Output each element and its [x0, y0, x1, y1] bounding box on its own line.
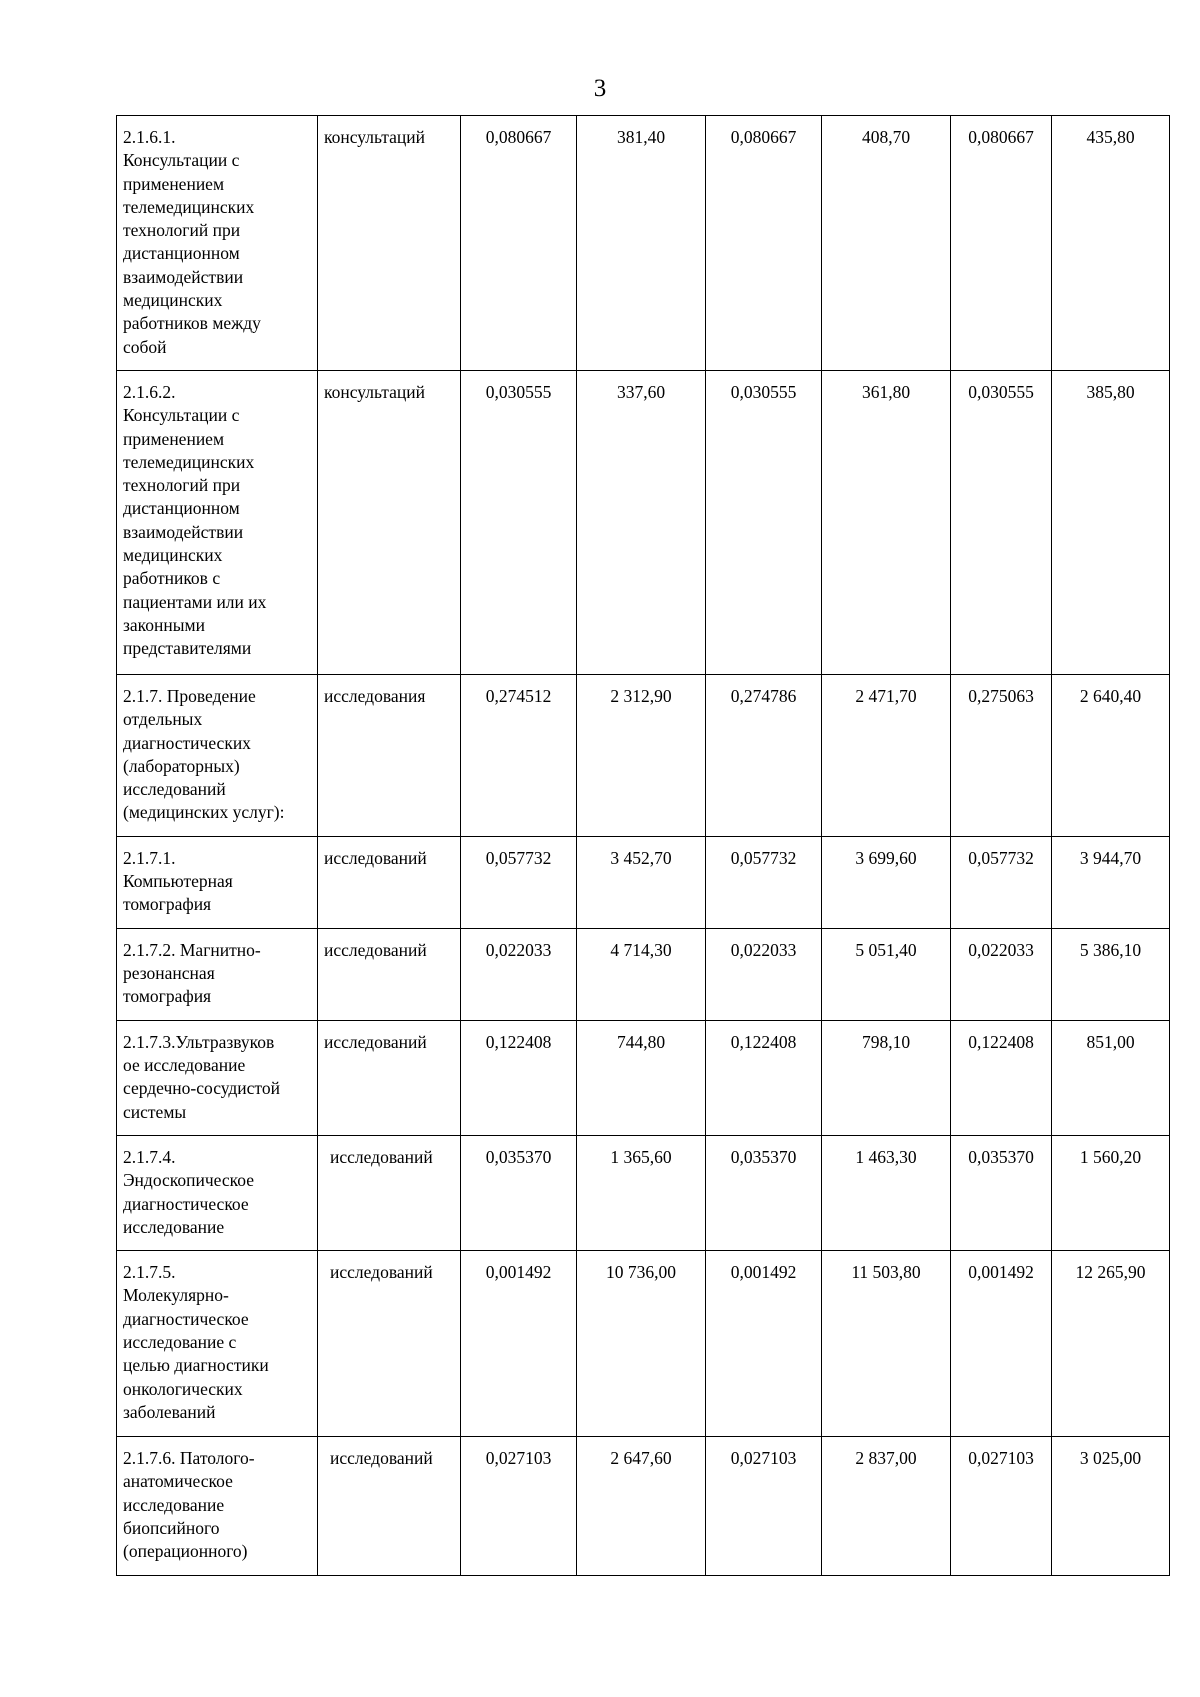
table-row — [117, 1437, 1170, 1575]
name-line: телемедицинских — [123, 451, 255, 472]
cell-cost-value: 2 647,60 — [577, 1437, 706, 1575]
name-line: исследований — [123, 779, 226, 800]
cell-unit: исследований — [318, 1437, 461, 1575]
name-line: законными — [123, 614, 205, 635]
cell-norm-value: 0,030555 — [951, 370, 1052, 674]
cell-cost-value: 3 025,00 — [1052, 1437, 1170, 1575]
name-line: Консультации с — [123, 150, 240, 171]
name-line: 2.1.7.4. — [123, 1146, 176, 1167]
cell-name — [117, 836, 318, 928]
cell-cost-value: 798,10 — [822, 1020, 951, 1135]
name-line: дистанционном — [123, 498, 240, 519]
name-line: работников с — [123, 568, 221, 589]
table-row — [117, 116, 1170, 371]
cell-cost-value: 1 365,60 — [577, 1135, 706, 1250]
name-line: медицинских — [123, 545, 223, 566]
cell-name — [117, 1020, 318, 1135]
cell-cost-value: 385,80 — [1052, 370, 1170, 674]
cell-norm-value: 0,080667 — [706, 116, 822, 371]
cell-cost-value: 381,40 — [577, 116, 706, 371]
name-line: томография — [123, 986, 212, 1007]
name-line: Консультации с — [123, 405, 240, 426]
name-line: (операционного) — [123, 1541, 248, 1562]
name-line: 2.1.7.6. Патолого- — [123, 1448, 255, 1469]
cell-cost-value: 12 265,90 — [1052, 1251, 1170, 1437]
cell-norm-value: 0,027103 — [706, 1437, 822, 1575]
cell-norm-value: 0,274512 — [461, 674, 577, 836]
name-line: 2.1.7.3.Ультразвуков — [123, 1031, 275, 1052]
cell-cost-value: 337,60 — [577, 370, 706, 674]
name-line: работников между — [123, 313, 261, 334]
cell-norm-value: 0,022033 — [951, 928, 1052, 1020]
name-line: телемедицинских — [123, 196, 255, 217]
cell-cost-value: 1 463,30 — [822, 1135, 951, 1250]
cell-cost-value: 5 051,40 — [822, 928, 951, 1020]
table-row — [117, 674, 1170, 836]
cell-norm-value: 0,030555 — [706, 370, 822, 674]
cell-cost-value: 2 312,90 — [577, 674, 706, 836]
name-line: применением — [123, 173, 225, 194]
cell-norm-value: 0,080667 — [461, 116, 577, 371]
cell-norm-value: 0,001492 — [461, 1251, 577, 1437]
tariff-table — [116, 115, 1170, 1576]
name-line: Эндоскопическое — [123, 1170, 254, 1191]
cell-norm-value: 0,001492 — [951, 1251, 1052, 1437]
name-line: биопсийного — [123, 1518, 220, 1539]
name-line: Молекулярно- — [123, 1285, 229, 1306]
name-line: дистанционном — [123, 243, 240, 264]
cell-cost-value: 11 503,80 — [822, 1251, 951, 1437]
cell-name — [117, 1251, 318, 1437]
cell-unit: исследований — [318, 1251, 461, 1437]
name-line: томография — [123, 894, 212, 915]
name-line: исследование — [123, 1216, 225, 1237]
cell-unit: исследований — [318, 1135, 461, 1250]
cell-norm-value: 0,030555 — [461, 370, 577, 674]
name-line: технологий при — [123, 475, 241, 496]
cell-norm-value: 0,035370 — [706, 1135, 822, 1250]
cell-unit: консультаций — [318, 370, 461, 674]
cell-cost-value: 2 837,00 — [822, 1437, 951, 1575]
cell-norm-value: 0,035370 — [951, 1135, 1052, 1250]
cell-cost-value: 10 736,00 — [577, 1251, 706, 1437]
name-line: 2.1.7.2. Магнитно- — [123, 939, 261, 960]
name-line: 2.1.7.5. — [123, 1262, 176, 1283]
cell-name — [117, 370, 318, 674]
name-line: технологий при — [123, 220, 241, 241]
cell-norm-value: 0,022033 — [706, 928, 822, 1020]
name-line: онкологических — [123, 1378, 243, 1399]
cell-norm-value: 0,122408 — [461, 1020, 577, 1135]
cell-norm-value: 0,001492 — [706, 1251, 822, 1437]
cell-unit: консультаций — [318, 116, 461, 371]
cell-norm-value: 0,035370 — [461, 1135, 577, 1250]
name-line: целью диагностики — [123, 1355, 269, 1376]
name-line: применением — [123, 428, 225, 449]
cell-norm-value: 0,122408 — [706, 1020, 822, 1135]
page-number: 3 — [593, 75, 607, 102]
cell-name — [117, 674, 318, 836]
cell-name — [117, 1135, 318, 1250]
name-line: медицинских — [123, 290, 223, 311]
cell-unit: исследований — [318, 836, 461, 928]
name-line: резонансная — [123, 963, 215, 984]
cell-cost-value: 3 944,70 — [1052, 836, 1170, 928]
cell-norm-value: 0,027103 — [461, 1437, 577, 1575]
table-row — [117, 928, 1170, 1020]
name-line: ое исследование — [123, 1055, 246, 1076]
cell-unit: исследований — [318, 928, 461, 1020]
cell-cost-value: 851,00 — [1052, 1020, 1170, 1135]
cell-cost-value: 2 640,40 — [1052, 674, 1170, 836]
name-line: 2.1.6.2. — [123, 381, 176, 402]
cell-cost-value: 3 452,70 — [577, 836, 706, 928]
name-line: пациентами или их — [123, 591, 267, 612]
cell-cost-value: 4 714,30 — [577, 928, 706, 1020]
name-line: исследование с — [123, 1332, 237, 1353]
table-row — [117, 1020, 1170, 1135]
cell-norm-value: 0,274786 — [706, 674, 822, 836]
cell-cost-value: 3 699,60 — [822, 836, 951, 928]
cell-name — [117, 116, 318, 371]
table-row — [117, 370, 1170, 674]
name-line: 2.1.7.1. — [123, 847, 176, 868]
name-line: представителями — [123, 638, 252, 659]
name-line: 2.1.6.1. — [123, 127, 176, 147]
table-row — [117, 1251, 1170, 1437]
cell-norm-value: 0,122408 — [951, 1020, 1052, 1135]
cell-norm-value: 0,022033 — [461, 928, 577, 1020]
cell-norm-value: 0,057732 — [706, 836, 822, 928]
cell-cost-value: 408,70 — [822, 116, 951, 371]
name-line: заболеваний — [123, 1401, 216, 1422]
cell-cost-value: 5 386,10 — [1052, 928, 1170, 1020]
cell-unit: исследований — [318, 1020, 461, 1135]
name-line: исследование — [123, 1494, 225, 1515]
name-line: диагностическое — [123, 1308, 249, 1329]
cell-cost-value: 744,80 — [577, 1020, 706, 1135]
cell-norm-value: 0,275063 — [951, 674, 1052, 836]
name-line: (медицинских услуг): — [123, 802, 285, 823]
name-line: диагностических — [123, 732, 251, 753]
name-line: сердечно-сосудистой — [123, 1078, 280, 1099]
name-line: собой — [123, 336, 167, 357]
name-line: диагностическое — [123, 1193, 249, 1214]
table-row — [117, 1135, 1170, 1250]
cell-cost-value: 2 471,70 — [822, 674, 951, 836]
cell-norm-value: 0,027103 — [951, 1437, 1052, 1575]
name-line: Компьютерная — [123, 871, 233, 892]
table-body — [117, 116, 1170, 1576]
name-line: системы — [123, 1101, 187, 1122]
table-row — [117, 836, 1170, 928]
cell-cost-value: 435,80 — [1052, 116, 1170, 371]
cell-name — [117, 928, 318, 1020]
name-line: взаимодействии — [123, 521, 244, 542]
cell-cost-value: 361,80 — [822, 370, 951, 674]
cell-unit: исследования — [318, 674, 461, 836]
name-line: (лабораторных) — [123, 755, 240, 776]
cell-name — [117, 1437, 318, 1575]
cell-norm-value: 0,057732 — [461, 836, 577, 928]
cell-cost-value: 1 560,20 — [1052, 1135, 1170, 1250]
name-line: 2.1.7. Проведение — [123, 685, 256, 706]
name-line: взаимодействии — [123, 266, 244, 287]
cell-norm-value: 0,057732 — [951, 836, 1052, 928]
cell-norm-value: 0,080667 — [951, 116, 1052, 371]
name-line: анатомическое — [123, 1471, 233, 1492]
name-line: отдельных — [123, 709, 203, 730]
